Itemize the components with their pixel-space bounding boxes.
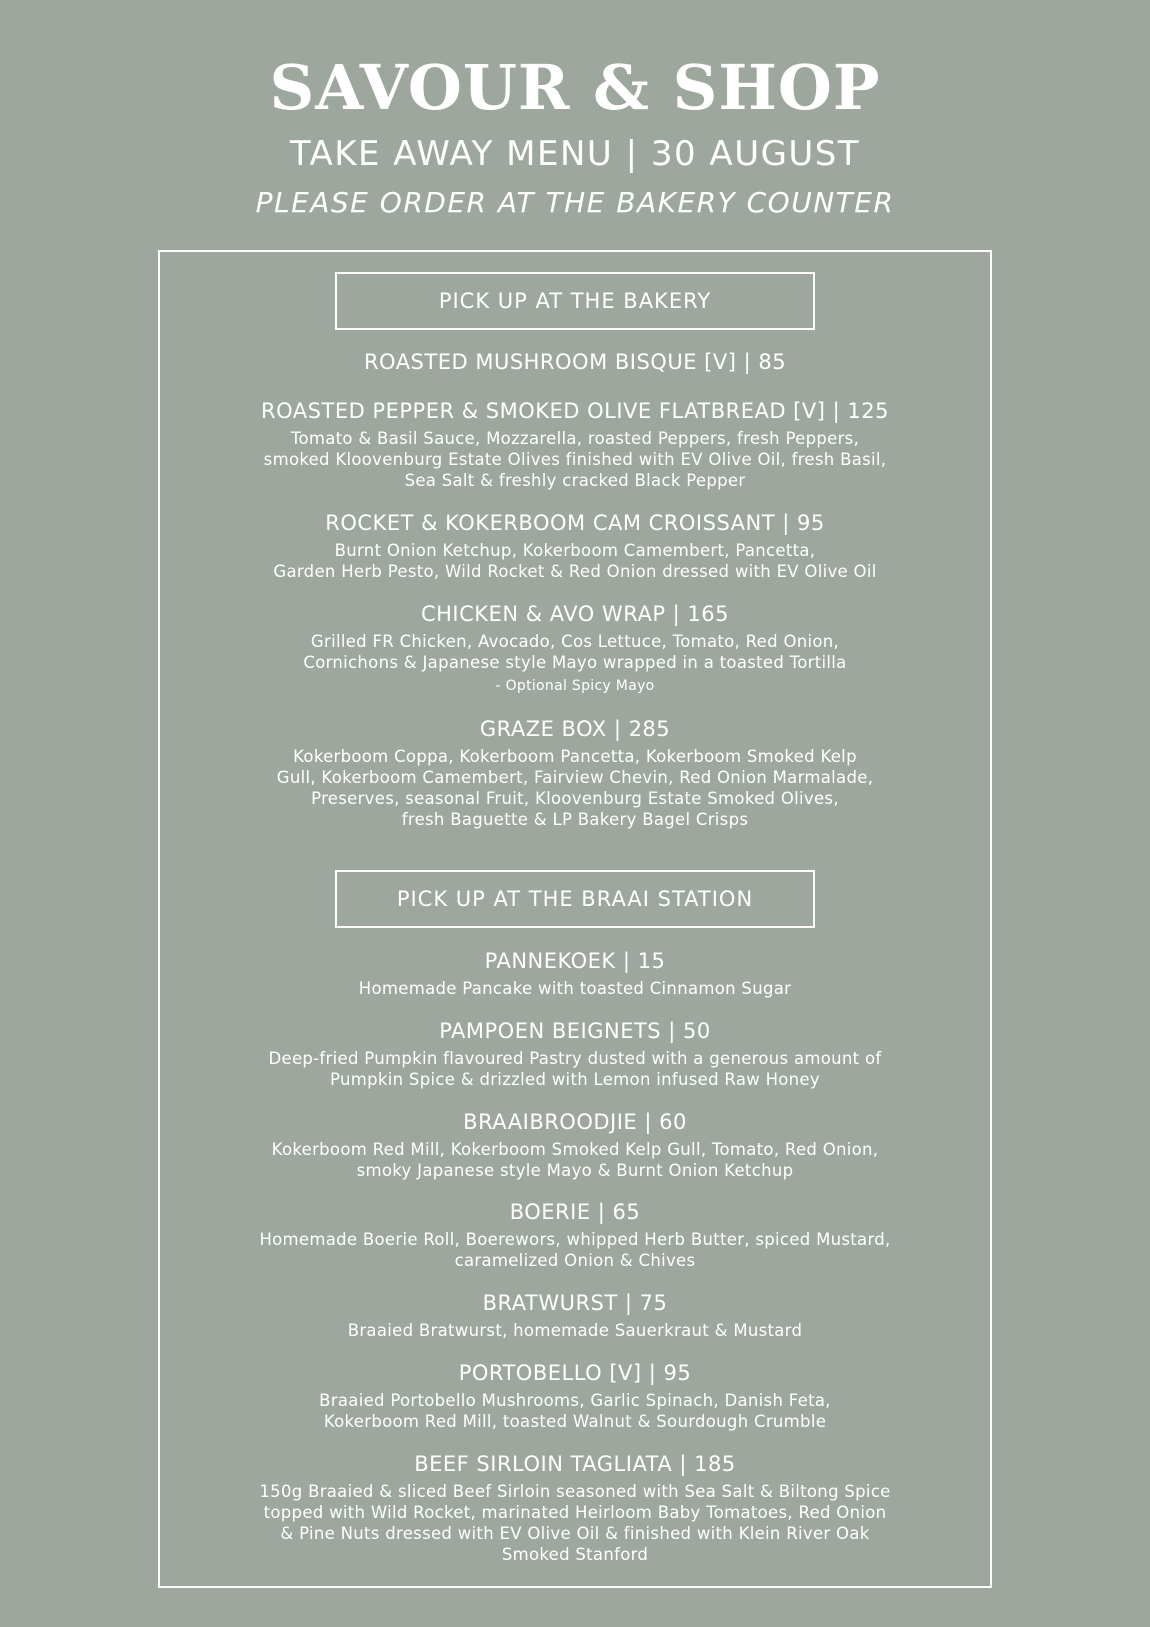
- menu-item-portobello: [190, 1358, 960, 1432]
- menu-item-desc: Preserves, seasonal Fruit, Kloovenburg Estate Smoked Olives,: [311, 789, 839, 808]
- menu-item-title: BRAAIBROODJIE | 60: [463, 1110, 687, 1134]
- menu-item-title: PORTOBELLO [V] | 95: [458, 1361, 692, 1385]
- menu-item-pannekoek: [190, 946, 960, 999]
- menu-item-desc: fresh Baguette & LP Bakery Bagel Crisps: [401, 810, 749, 829]
- menu-item-desc: Sea Salt & freshly cracked Black Pepper: [404, 471, 746, 490]
- menu-item-desc: Braaied Bratwurst, homemade Sauerkraut & Mustard: [347, 1321, 803, 1340]
- menu-item-bratwurst: [190, 1288, 960, 1341]
- menu-item-desc: Deep-fried Pumpkin flavoured Pastry dusted with a generous amount of: [268, 1049, 882, 1068]
- menu-item-desc: Kokerboom Coppa, Kokerboom Pancetta, Kokerboom Smoked Kelp: [293, 747, 857, 766]
- menu-item-desc: Kokerboom Red Mill, Kokerboom Smoked Kelp Gull, Tomato, Red Onion,: [271, 1140, 879, 1159]
- menu-item-croissant: [190, 508, 960, 582]
- menu-item-sirloin: [190, 1449, 960, 1565]
- menu-item-desc: Homemade Boerie Roll, Boerewors, whipped Herb Butter, spiced Mustard,: [259, 1230, 891, 1249]
- order-note: PLEASE ORDER AT THE BAKERY COUNTER: [255, 186, 895, 219]
- menu-item-title: ROASTED PEPPER & SMOKED OLIVE FLATBREAD [V] | 125: [261, 399, 889, 423]
- menu-subtitle: TAKE AWAY MENU | 30 AUGUST: [289, 134, 861, 174]
- menu-item-desc: Grilled FR Chicken, Avocado, Cos Lettuce, Tomato, Red Onion,: [310, 632, 840, 651]
- menu-item-desc: Tomato & Basil Sauce, Mozzarella, roasted Peppers, fresh Peppers,: [290, 429, 860, 448]
- menu-item-note: - Optional Spicy Mayo: [495, 678, 655, 694]
- menu-item-desc: Gull, Kokerboom Camembert, Fairview Chevin, Red Onion Marmalade,: [276, 768, 874, 787]
- section-heading-braai: PICK UP AT THE BRAAI STATION: [335, 870, 815, 928]
- menu-item-title: PAMPOEN BEIGNETS | 50: [439, 1019, 711, 1043]
- menu-item-title: PANNEKOEK | 15: [484, 949, 666, 973]
- menu-item-title: BEEF SIRLOIN TAGLIATA | 185: [414, 1452, 736, 1476]
- menu-item-mushroom-bisque: [190, 347, 960, 379]
- menu-item-title: CHICKEN & AVO WRAP | 165: [420, 602, 730, 626]
- menu-item-desc: Cornichons & Japanese style Mayo wrapped in a toasted Tortilla: [303, 653, 847, 672]
- menu-item-desc: smoky Japanese style Mayo & Burnt Onion Ketchup: [356, 1161, 794, 1180]
- menu-item-desc: Homemade Pancake with toasted Cinnamon Sugar: [358, 979, 792, 998]
- menu-item-desc: Kokerboom Red Mill, toasted Walnut & Sourdough Crumble: [323, 1412, 827, 1431]
- menu-item-title: GRAZE BOX | 285: [479, 717, 671, 741]
- menu-item-desc: 150g Braaied & sliced Beef Sirloin seasoned with Sea Salt & Biltong Spice: [259, 1482, 891, 1501]
- menu-item-wrap: [190, 599, 960, 696]
- menu-item-graze-box: [190, 714, 960, 830]
- menu-item-desc: Smoked Stanford: [501, 1545, 649, 1564]
- menu-item-title: BOERIE | 65: [509, 1200, 641, 1224]
- menu-item-title: BRATWURST | 75: [482, 1291, 668, 1315]
- menu-item-boerie: [190, 1197, 960, 1271]
- menu-item-desc: Braaied Portobello Mushrooms, Garlic Spinach, Danish Feta,: [319, 1391, 831, 1410]
- menu-item-desc: Pumpkin Spice & drizzled with Lemon infused Raw Honey: [330, 1070, 820, 1089]
- menu-item-desc: caramelized Onion & Chives: [454, 1251, 696, 1270]
- menu-item-desc: topped with Wild Rocket, marinated Heirloom Baby Tomatoes, Red Onion: [263, 1503, 887, 1522]
- menu-item-desc: & Pine Nuts dressed with EV Olive Oil & finished with Klein River Oak: [280, 1524, 870, 1543]
- menu-item-desc: Garden Herb Pesto, Wild Rocket & Red Onion dressed with EV Olive Oil: [273, 562, 877, 581]
- menu-item-desc: Burnt Onion Ketchup, Kokerboom Camembert, Pancetta,: [334, 541, 816, 560]
- menu-item-title: ROCKET & KOKERBOOM CAM CROISSANT | 95: [325, 511, 825, 535]
- brand-title: SAVOUR & SHOP: [269, 51, 881, 124]
- menu-item-beignets: [190, 1016, 960, 1090]
- menu-item-braaibroodjie: [190, 1107, 960, 1181]
- menu-item-title: ROASTED MUSHROOM BISQUE [V] | 85: [363, 350, 787, 374]
- section-heading-bakery: PICK UP AT THE BAKERY: [335, 272, 815, 330]
- menu-item-desc: smoked Kloovenburg Estate Olives finished with EV Olive Oil, fresh Basil,: [263, 450, 887, 469]
- menu-item-flatbread: [190, 396, 960, 491]
